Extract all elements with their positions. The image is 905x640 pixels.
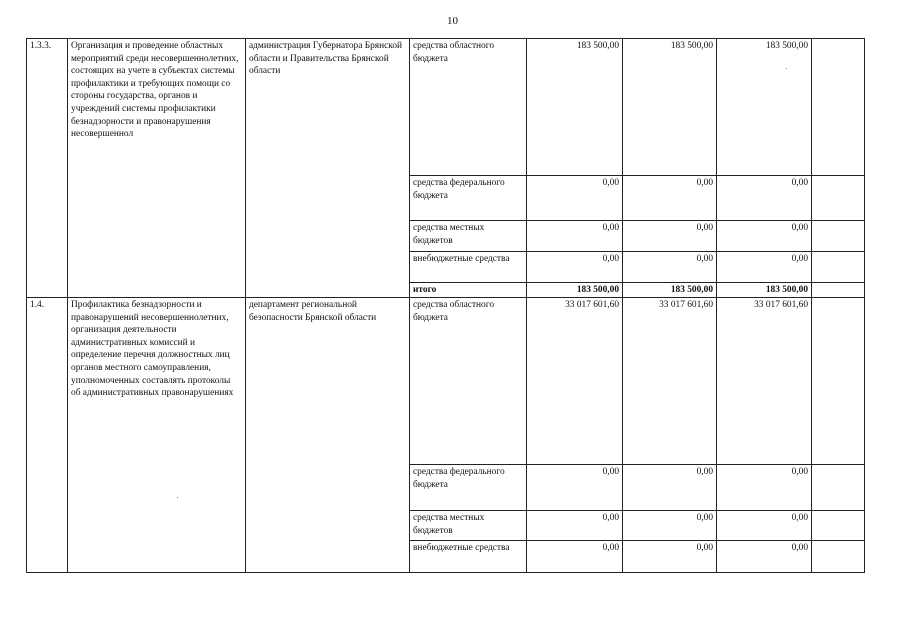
total-amount-cell: 183 500,00 — [623, 283, 717, 298]
page-number: 10 — [447, 15, 458, 27]
item-title: Профилактика безнадзорности и правонарушений несовершеннолетних, организация деятельности административных комиссий и определение перечня должностных лиц органов местного самоуправления, уполномоченных составлять протоколы об административных правонарушениях — [68, 298, 246, 573]
item-code: 1.3.3. — [27, 39, 68, 298]
empty-cell — [812, 176, 865, 221]
amount-cell: 0,00 — [527, 541, 623, 573]
amount-cell: 0,00 — [717, 221, 812, 252]
amount-cell: 0,00 — [717, 252, 812, 283]
table-row — [27, 298, 865, 465]
funding-source: средства областного бюджета — [410, 39, 527, 176]
budget-table — [26, 38, 865, 573]
amount-cell: 33 017 601,60 — [527, 298, 623, 465]
amount-cell: 33 017 601,60 — [717, 298, 812, 465]
amount-cell: 0,00 — [623, 252, 717, 283]
funding-source-total: итого — [410, 283, 527, 298]
total-amount-cell: 183 500,00 — [527, 283, 623, 298]
amount-cell: 0,00 — [527, 465, 623, 511]
empty-cell — [812, 298, 865, 465]
amount-cell: 0,00 — [623, 221, 717, 252]
amount-cell: 0,00 — [717, 176, 812, 221]
empty-cell — [812, 252, 865, 283]
amount-cell: 0,00 — [717, 541, 812, 573]
empty-cell — [812, 39, 865, 176]
amount-cell: 0,00 — [717, 465, 812, 511]
amount-cell: 0,00 — [717, 511, 812, 541]
funding-source: средства местных бюджетов — [410, 221, 527, 252]
funding-source: средства федерального бюджета — [410, 465, 527, 511]
empty-cell — [812, 221, 865, 252]
amount-cell: 183 500,00 — [717, 39, 812, 176]
funding-source: средства федерального бюджета — [410, 176, 527, 221]
item-code: 1.4. — [27, 298, 68, 573]
funding-source: внебюджетные средства — [410, 252, 527, 283]
empty-cell — [812, 465, 865, 511]
item-title: Организация и проведение областных мероприятий среди несовершеннолетних, состоящих на учете в субъектах системы профилактики и требующих помощи со стороны государства, органов и учреждений системы профилактики безнадзорности и правонарушения несовершеннол — [68, 39, 246, 298]
amount-cell: 183 500,00 — [527, 39, 623, 176]
scan-speck — [786, 68, 787, 69]
empty-cell — [812, 283, 865, 298]
scan-speck — [177, 497, 178, 498]
amount-cell: 0,00 — [527, 252, 623, 283]
funding-source: средства местных бюджетов — [410, 511, 527, 541]
amount-cell: 0,00 — [527, 221, 623, 252]
total-amount-cell: 183 500,00 — [717, 283, 812, 298]
amount-cell: 0,00 — [527, 176, 623, 221]
table-row — [27, 39, 865, 176]
amount-cell: 0,00 — [623, 465, 717, 511]
amount-cell: 33 017 601,60 — [623, 298, 717, 465]
item-executor: администрация Губернатора Брянской области и Правительства Брянской области — [246, 39, 410, 298]
amount-cell: 183 500,00 — [623, 39, 717, 176]
amount-cell: 0,00 — [623, 511, 717, 541]
empty-cell — [812, 511, 865, 541]
amount-cell: 0,00 — [623, 176, 717, 221]
item-executor: департамент региональной безопасности Брянской области — [246, 298, 410, 573]
empty-cell — [812, 541, 865, 573]
amount-cell: 0,00 — [527, 511, 623, 541]
funding-source: внебюджетные средства — [410, 541, 527, 573]
funding-source: средства областного бюджета — [410, 298, 527, 465]
amount-cell: 0,00 — [623, 541, 717, 573]
